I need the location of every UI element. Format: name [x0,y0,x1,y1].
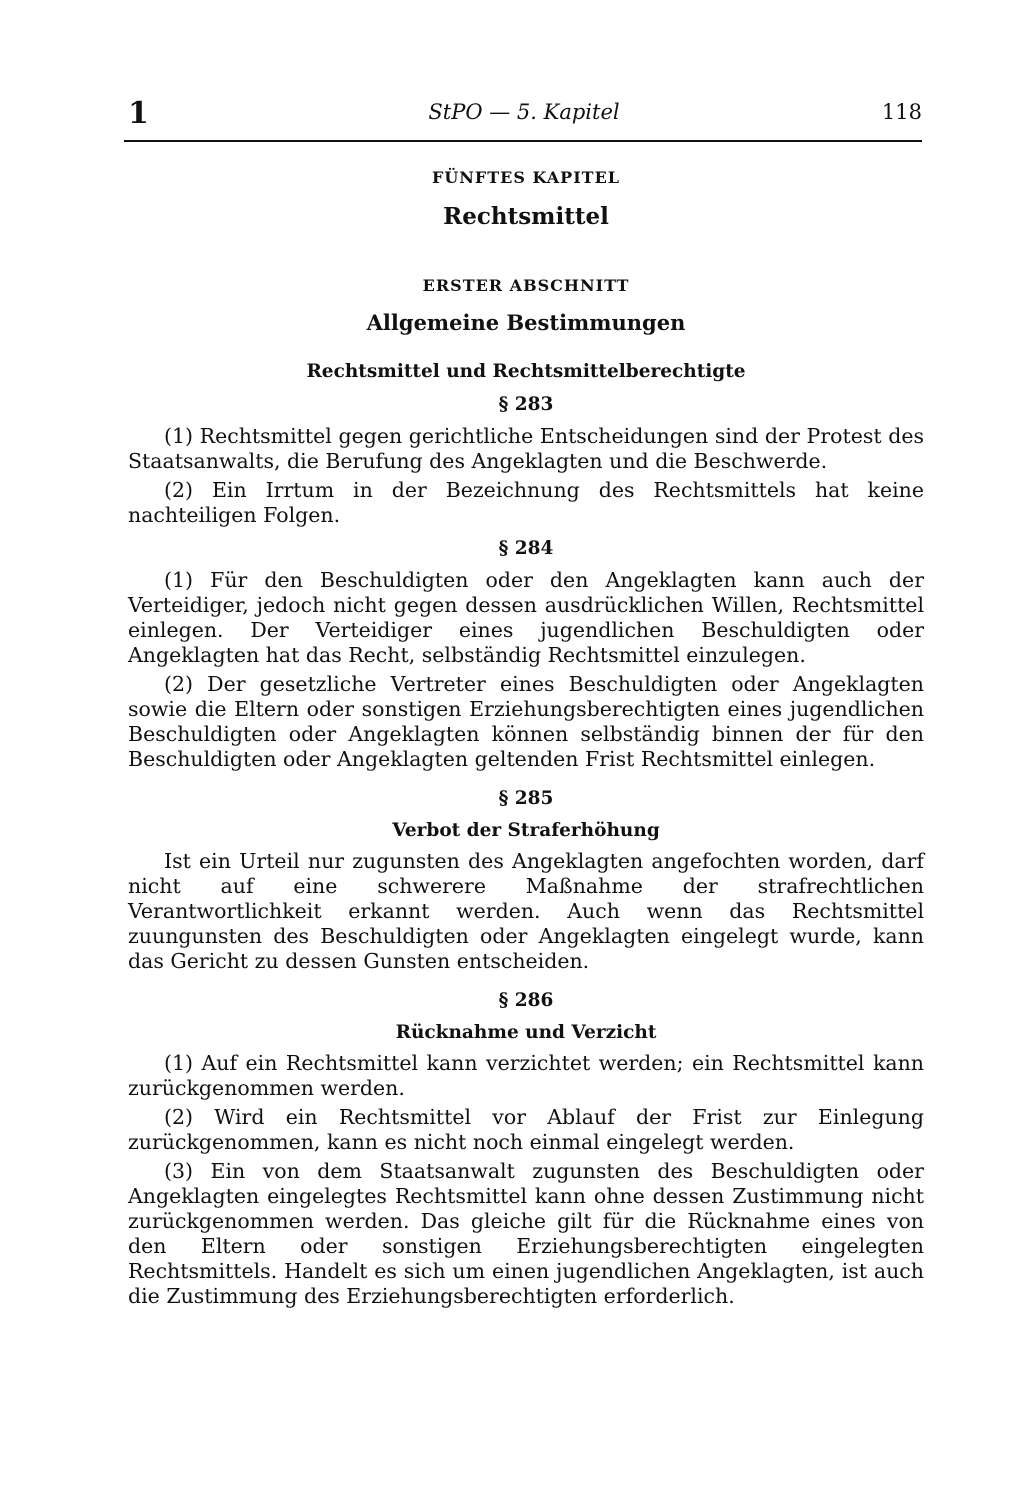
paragraph-heading-286: Rücknahme und Verzicht [395,1022,657,1043]
section-title: Allgemeine Bestimmungen [366,310,686,335]
paragraph-284-text-2: (2) Der gesetzliche Vertreter eines Beschuldigten oder Angeklagten sowie die Eltern oder sonstigen Erziehungsberechtigten eines jugendlichen Beschuldigten oder Angeklagten können selbständig binnen der für den Beschuldigten oder Angeklagten geltenden Frist Rechtsmittel einlegen. [128,672,924,771]
paragraph-286-text-1: (1) Auf ein Rechtsmittel kann verzichtet werden; ein Rechtsmittel kann zurückgenommen werden. [128,1051,924,1100]
paragraph-number-284: § 284 [498,538,554,559]
paragraph-283-text-1: (1) Rechtsmittel gegen gerichtliche Entscheidungen sind der Protest des Staatsanwalts, die Berufung des Angeklagten und die Beschwerde. [128,424,924,473]
paragraph-number-286: § 286 [498,990,554,1011]
paragraph-number-285: § 285 [498,788,554,809]
paragraph-heading-285: Verbot der Straferhöhung [392,820,660,841]
section-label: ERSTER ABSCHNITT [422,276,630,295]
paragraph-283-text-2: (2) Ein Irrtum in der Bezeichnung des Rechtsmittels hat keine nachteiligen Folgen. [128,478,924,527]
chapter-label: FÜNFTES KAPITEL [431,168,621,187]
section-subheading: Rechtsmittel und Rechtsmittelberechtigte [306,361,746,382]
header-title: StPO — 5. Kapitel [428,100,620,124]
header-left-number: 1 [128,96,149,131]
page-number: 118 [881,100,922,124]
running-header [126,96,922,136]
chapter-title: Rechtsmittel [443,203,609,230]
paragraph-number-283: § 283 [498,394,554,415]
paragraph-286-text-3: (3) Ein von dem Staatsanwalt zugunsten des Beschuldigten oder Angeklagten eingelegtes Rechtsmittel kann ohne dessen Zustimmung nicht zurückgenommen werden. Das gleiche gilt für die Rücknahme eines von den Eltern oder sonstigen Erziehungsberechtigten eingelegten Rechtsmittels. Handelt es sich um einen jugendlichen Angeklagten, ist auch die Zustimmung des Erziehungsberechtigten erforderlich. [128,1159,924,1308]
paragraph-286-text-2: (2) Wird ein Rechtsmittel vor Ablauf der Frist zur Einlegung zurückgenommen, kann es nicht noch einmal eingelegt werden. [128,1105,924,1154]
paragraph-285-text-1: Ist ein Urteil nur zugunsten des Angeklagten angefochten worden, darf nicht auf eine schwerere Maßnahme der strafrechtlichen Verantwortlichkeit erkannt werden. Auch wenn das Rechtsmittel zuungunsten des Beschuldigten oder Angeklagten eingelegt wurde, kann das Gericht zu dessen Gunsten entscheiden. [128,849,924,973]
page-content [128,165,924,1313]
header-rule [124,140,922,142]
paragraph-284-text-1: (1) Für den Beschuldigten oder den Angeklagten kann auch der Verteidiger, jedoch nicht gegen dessen ausdrücklichen Willen, Rechtsmittel einlegen. Der Verteidiger eines jugendlichen Beschuldigten oder Angeklagten hat das Recht, selbständig Rechtsmittel einzulegen. [128,568,924,667]
